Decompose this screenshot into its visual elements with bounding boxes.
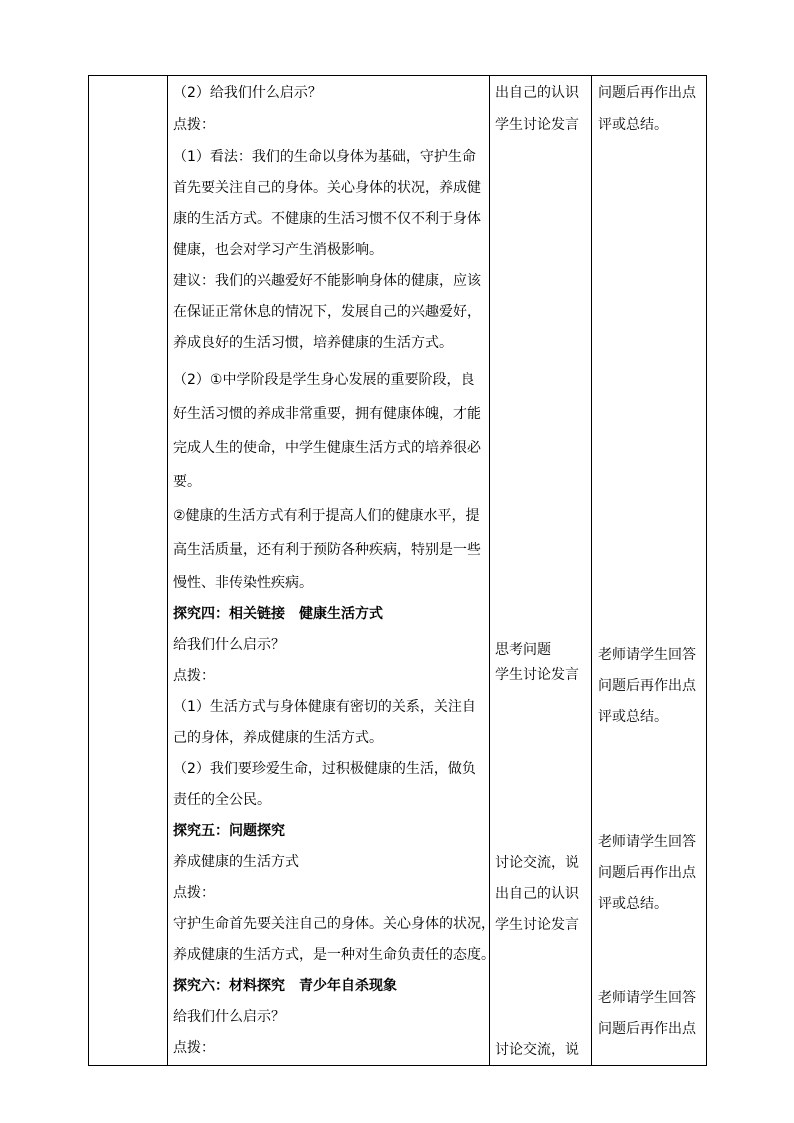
teaching-content-column — [173, 76, 495, 1065]
col2-text-line: 养成健康的生活方式，是一种对生命负责任的态度。 — [173, 947, 495, 963]
col2-text-line: 责任的全公民。 — [173, 792, 271, 808]
col4-text-line: 问题后再作出点 — [598, 865, 696, 881]
col2-text-line: （2）①中学阶段是学生身心发展的重要阶段，良 — [173, 372, 475, 388]
col2-text-line: 探究六：材料探究 青少年自杀现象 — [173, 978, 397, 994]
col2-text-line: 慢性、非传染性疾病。 — [173, 575, 313, 591]
col2-text-line: 给我们什么启示？ — [173, 637, 285, 653]
col3-text-line: 学生讨论发言 — [495, 667, 579, 683]
col4-text-line: 老师请学生回答 — [598, 834, 696, 850]
teacher-activity-column — [598, 76, 706, 1065]
col4-text-line: 评或总结。 — [598, 896, 668, 912]
lesson-plan-table — [88, 75, 707, 1066]
col2-text-line: 点拨： — [173, 1040, 215, 1056]
col3-text-line: 学生讨论发言 — [495, 117, 579, 133]
col2-text-line: 点拨： — [173, 668, 215, 684]
col3-text-line: 思考问题 — [495, 642, 551, 658]
col2-text-line: 探究五：问题探究 — [173, 823, 285, 839]
col2-text-line: 康的生活方式。不健康的生活习惯不仅不利于身体 — [173, 211, 481, 227]
col2-text-line: 好生活习惯的养成非常重要，拥有健康体魄，才能 — [173, 406, 481, 422]
col2-text-line: 养成良好的生活习惯，培养健康的生活方式。 — [173, 335, 453, 351]
col3-text-line: 出自己的认识 — [495, 85, 579, 101]
col3-text-line: 讨论交流，说 — [495, 1042, 579, 1058]
col2-text-line: （1）生活方式与身体健康有密切的关系，关注自 — [173, 699, 476, 715]
col2-text-line: 建议：我们的兴趣爱好不能影响身体的健康，应该 — [173, 273, 481, 289]
col2-text-line: （2）我们要珍爱生命，过积极健康的生活，做负 — [173, 761, 476, 777]
col4-text-line: 老师请学生回答 — [598, 990, 696, 1006]
col3-text-line: 讨论交流，说 — [495, 855, 579, 871]
col2-text-line: 点拨： — [173, 885, 215, 901]
col4-text-line: 老师请学生回答 — [598, 647, 696, 663]
col3-text-line: 出自己的认识 — [495, 886, 579, 902]
col2-text-line: （2）给我们什么启示？ — [173, 85, 322, 101]
section-column — [89, 76, 167, 1065]
student-activity-column — [495, 76, 587, 1065]
col2-text-line: 高生活质量，还有利于预防各种疾病，特别是一些 — [173, 542, 481, 558]
col2-text-line: 己的身体，养成健康的生活方式。 — [173, 730, 383, 746]
col2-text-line: （1）看法：我们的生命以身体为基础，守护生命 — [173, 149, 476, 165]
col4-text-line: 评或总结。 — [598, 117, 668, 133]
col2-text-line: ②健康的生活方式有利于提高人们的健康水平，提 — [173, 508, 480, 524]
column-divider-1 — [167, 76, 168, 1065]
col2-text-line: 点拨： — [173, 117, 215, 133]
column-divider-3 — [591, 76, 592, 1065]
col2-text-line: 守护生命首先要关注自己的身体。关心身体的状况， — [173, 916, 495, 932]
col2-text-line: 要。 — [173, 474, 201, 490]
col2-text-line: 完成人生的使命，中学生健康生活方式的培养很必 — [173, 440, 481, 456]
col4-text-line: 评或总结。 — [598, 709, 668, 725]
col2-text-line: 探究四：相关链接 健康生活方式 — [173, 606, 383, 622]
col2-text-line: 在保证正常休息的情况下，发展自己的兴趣爱好， — [173, 304, 481, 320]
col2-text-line: 养成健康的生活方式 — [173, 854, 299, 870]
col4-text-line: 问题后再作出点 — [598, 678, 696, 694]
col2-text-line: 健康，也会对学习产生消极影响。 — [173, 242, 383, 258]
col4-text-line: 问题后再作出点 — [598, 85, 696, 101]
col2-text-line: 给我们什么启示？ — [173, 1009, 285, 1025]
col2-text-line: 首先要关注自己的身体。关心身体的状况，养成健 — [173, 180, 481, 196]
col3-text-line: 学生讨论发言 — [495, 917, 579, 933]
col4-text-line: 问题后再作出点 — [598, 1021, 696, 1037]
